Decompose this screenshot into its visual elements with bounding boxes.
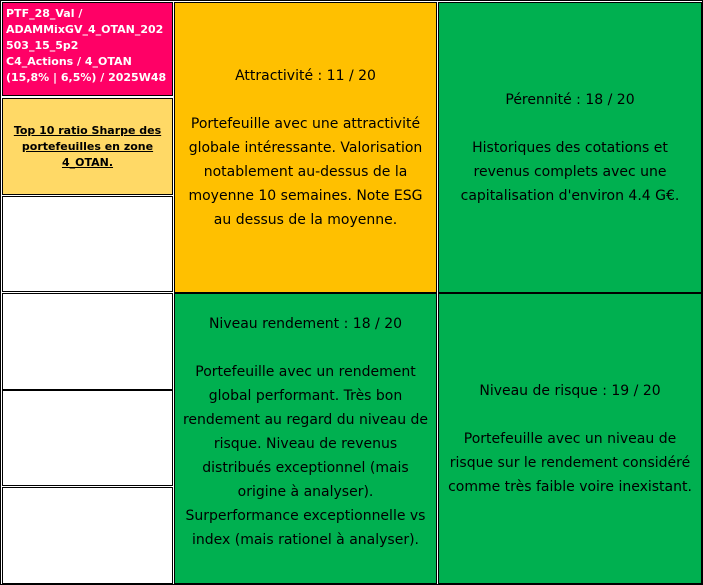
empty-cell xyxy=(2,196,173,292)
identifier-line: C4_Actions / 4_OTAN xyxy=(6,55,132,68)
perennite-description: Historiques des cotations et revenus complets avec une capitalisation d'environ 4.4 G€. xyxy=(460,139,680,204)
top10-link-cell[interactable] xyxy=(2,98,173,195)
portfolio-identifier-cell xyxy=(2,2,173,96)
attractivite-title: Attractivité : 11 / 20 xyxy=(235,67,376,84)
risque-title: Niveau de risque : 19 / 20 xyxy=(479,382,661,399)
identifier-line: ADAMMixGV_4_OTAN_202 xyxy=(6,23,164,36)
top10-sharpe-link[interactable]: Top 10 ratio Sharpe des portefeuilles en zone 4_OTAN. xyxy=(13,123,162,169)
empty-cell xyxy=(2,293,173,390)
perennite-score-cell xyxy=(438,2,702,293)
rendement-score-cell xyxy=(174,293,437,584)
identifier-line: 503_15_5p2 xyxy=(6,39,79,52)
rendement-description: Portefeuille avec un rendement global performant. Très bon rendement au regard du niveau de risque. Niveau de revenus distribués exceptionnel (mais origine à analyser). Surperformance exceptionnelle vs index (mais rationel à analyser). xyxy=(182,364,429,548)
attractivite-description: Portefeuille avec une attractivité globale intéressante. Valorisation notablement au-dessus de la moyenne 10 semaines. Note ESG au dessus de la moyenne. xyxy=(188,115,423,228)
identifier-line: (15,8% | 6,5%) / 2025W48 xyxy=(6,71,167,84)
perennite-title: Pérennité : 18 / 20 xyxy=(505,91,635,108)
empty-cell xyxy=(2,390,173,486)
risque-description: Portefeuille avec un niveau de risque sur le rendement considéré comme très faible voire inexistant. xyxy=(448,430,692,495)
attractivite-score-cell xyxy=(174,2,437,293)
rendement-title: Niveau rendement : 18 / 20 xyxy=(208,316,403,332)
risque-score-cell xyxy=(438,293,702,584)
identifier-line: PTF_28_Val / xyxy=(6,7,83,20)
empty-cell xyxy=(2,487,173,584)
